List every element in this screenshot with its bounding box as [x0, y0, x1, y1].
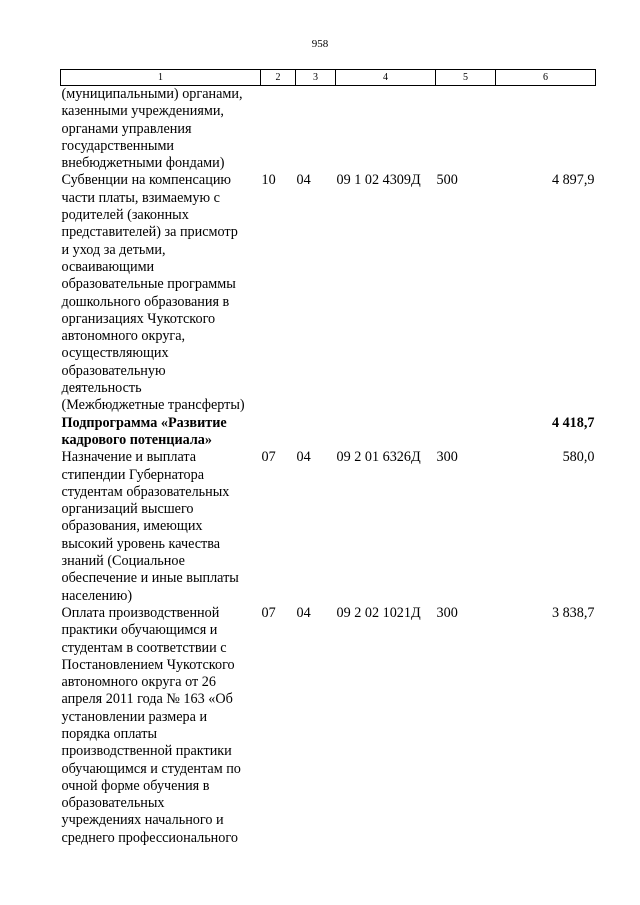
cell-name-line: очной форме обучения в [61, 777, 210, 794]
cell-name-line: органами управления [61, 120, 192, 137]
cell-amount [496, 86, 596, 173]
cell-name-line: автономного округа от 26 [61, 674, 216, 691]
cell-name-line: образовательные программы [61, 276, 236, 293]
cell-subsection: 04 [296, 604, 311, 621]
cell-name [61, 86, 261, 173]
cell-name-line: внебюджетными фондами) [61, 155, 225, 172]
cell-expense-type [436, 86, 496, 173]
header-col-6: 6 [496, 70, 596, 86]
cell-name-line: установлении размера и [61, 708, 208, 725]
cell-name-line: (муниципальными) органами, [61, 86, 243, 102]
cell-name [61, 172, 261, 414]
cell-name-line: государственными [61, 137, 175, 154]
cell-name-line: кадрового потенциала» [61, 431, 212, 448]
cell-name-line: представителей) за присмотр [61, 224, 238, 241]
header-row [61, 70, 596, 86]
header-col-2: 2 [261, 70, 296, 86]
cell-target-code: 09 1 02 4309Д [336, 172, 421, 189]
header-col-1: 1 [61, 70, 261, 86]
cell-target-code: 09 2 02 1021Д [336, 604, 421, 621]
cell-name-line: стипендии Губернатора [61, 466, 205, 483]
table-header [61, 70, 596, 86]
cell-name-line: среднего профессионального [61, 829, 238, 846]
cell-name-line: организациях Чукотского [61, 310, 216, 327]
cell-name-line: обеспечение и иные выплаты [61, 570, 239, 587]
cell-name [61, 449, 261, 605]
cell-subsection: 04 [296, 449, 311, 466]
cell-name-line: учреждениях начального и [61, 812, 224, 829]
table-row [61, 86, 596, 173]
cell-name [61, 605, 261, 847]
cell-name [61, 415, 261, 450]
cell-subsection [296, 415, 336, 450]
cell-name-line: студентам в соответствии с [61, 639, 227, 656]
cell-amount: 580,0 [562, 449, 595, 466]
cell-name-line: высокий уровень качества [61, 535, 221, 552]
cell-subsection: 04 [296, 172, 311, 189]
cell-target-code [336, 415, 436, 450]
cell-name-line: апреля 2011 года № 163 «Об [61, 691, 233, 708]
cell-section [261, 86, 296, 173]
cell-name-line: Постановлением Чукотского [61, 656, 235, 673]
cell-name-line: осваивающими [61, 258, 155, 275]
header-col-3: 3 [296, 70, 336, 86]
cell-section: 07 [261, 604, 276, 621]
header-col-5: 5 [436, 70, 496, 86]
page-number: 958 [311, 38, 329, 50]
table-row [61, 415, 596, 450]
cell-name-line: автономного округа, [61, 328, 186, 345]
cell-name-line: Назначение и выплата [61, 449, 197, 466]
cell-subsection [296, 86, 336, 173]
cell-name-line: и уход за детьми, [61, 241, 166, 258]
cell-amount: 4 897,9 [551, 172, 595, 189]
cell-name-line: порядка оплаты [61, 725, 157, 742]
table-body [61, 86, 596, 848]
cell-name-line: образовательных [61, 795, 165, 812]
cell-expense-type: 300 [436, 604, 458, 621]
cell-name-line: организаций высшего [61, 501, 194, 518]
cell-name-line: родителей (законных [61, 207, 189, 224]
cell-name-line: Субвенции на компенсацию [61, 172, 232, 189]
cell-expense-type: 500 [436, 172, 458, 189]
cell-expense-type: 300 [436, 449, 458, 466]
cell-name-line: части платы, взимаемую с [61, 189, 220, 206]
cell-name-line: населению) [61, 587, 133, 604]
cell-name-line: образования, имеющих [61, 518, 203, 535]
cell-name-line: деятельность [61, 380, 142, 397]
cell-target-code: 09 2 01 6326Д [336, 449, 421, 466]
cell-name-line: Подпрограмма «Развитие [61, 414, 227, 431]
cell-target-code [336, 86, 436, 173]
cell-name-line: дошкольного образования в [61, 293, 230, 310]
cell-name-line: осуществляющих [61, 345, 169, 362]
table-row [61, 172, 596, 414]
budget-table [60, 69, 596, 847]
cell-section [261, 415, 296, 450]
cell-name-line: производственной практики [61, 743, 232, 760]
cell-section: 07 [261, 449, 276, 466]
cell-name-line: практики обучающимся и [61, 622, 218, 639]
cell-name-line: образовательную [61, 362, 166, 379]
cell-amount: 4 418,7 [551, 414, 595, 431]
cell-name-line: знаний (Социальное [61, 553, 185, 570]
cell-section: 10 [261, 172, 276, 189]
cell-name-line: Оплата производственной [61, 604, 220, 621]
cell-name-line: казенными учреждениями, [61, 103, 224, 120]
cell-expense-type [436, 415, 496, 450]
cell-name-line: обучающимся и студентам по [61, 760, 241, 777]
cell-name-line: (Межбюджетные трансферты) [61, 397, 245, 414]
table-row [61, 449, 596, 605]
header-col-4: 4 [336, 70, 436, 86]
cell-amount: 3 838,7 [551, 604, 595, 621]
table-row [61, 605, 596, 847]
cell-name-line: студентам образовательных [61, 483, 230, 500]
